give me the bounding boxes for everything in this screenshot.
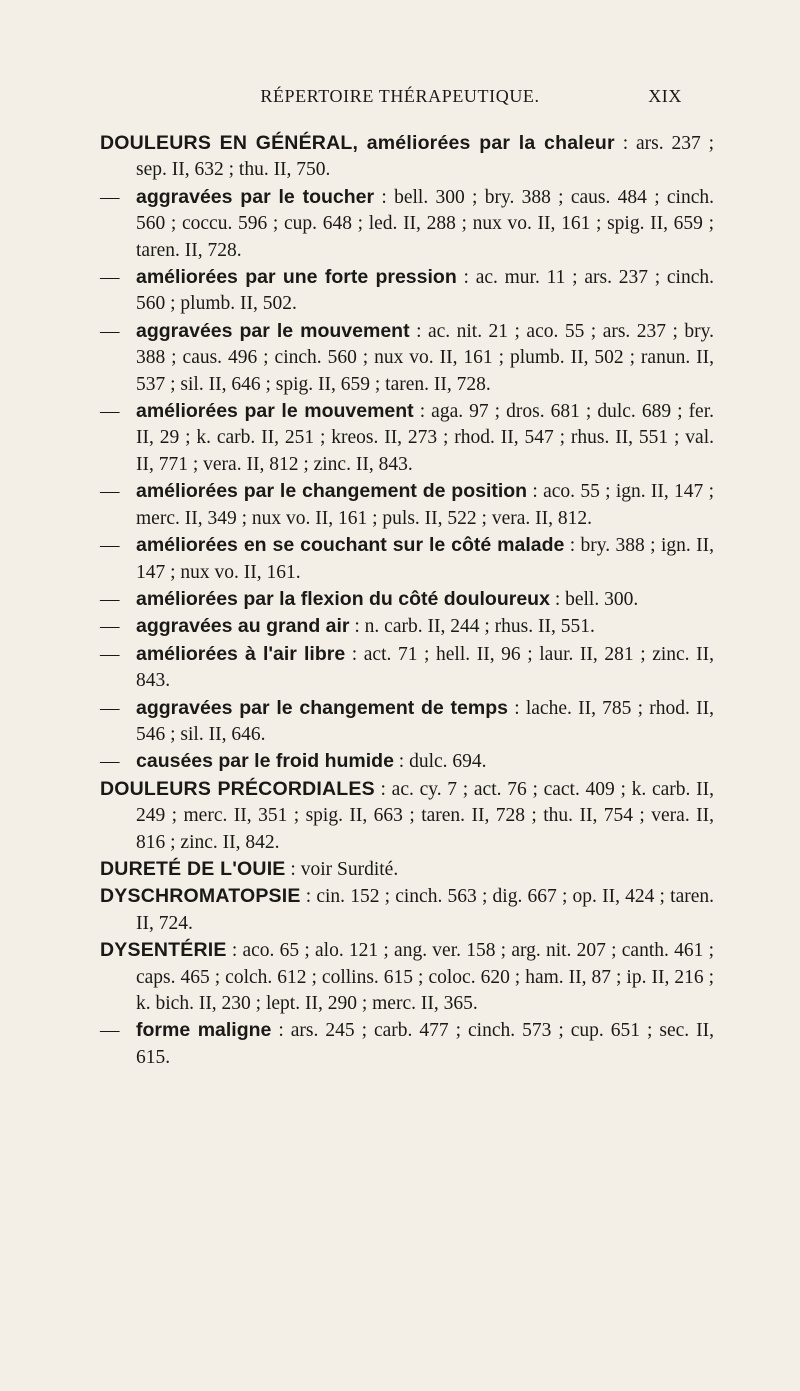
main-entry — [100, 856, 714, 883]
entry-dash: — — [100, 320, 120, 342]
entry-remedies: : n. carb. II, 244 ; rhus. II, 551. — [349, 616, 595, 638]
entry-remedies: : bry. 388 ; ign. II, 147 ; nux vo. II, 161. — [136, 535, 714, 583]
main-entry — [100, 937, 714, 1017]
entry-heading: aggravées par le mouvement — [136, 319, 410, 342]
entry-heading: améliorées par la flexion du côté douloureux — [136, 587, 550, 610]
main-entry — [100, 130, 714, 184]
entry-dash: — — [100, 751, 120, 773]
sub-entry — [100, 586, 714, 613]
entry-heading: aggravées au grand air — [136, 615, 350, 638]
entry-heading: aggravées par le toucher — [136, 185, 375, 208]
entry-remedies: : bell. 300 ; bry. 388 ; caus. 484 ; cinch. 560 ; coccu. 596 ; cup. 648 ; led. II, 288 ; nux vo. II, 161 ; spig. II, 659 ; taren. II, 728. — [136, 186, 715, 261]
repertory-entries — [100, 130, 714, 1071]
running-title: RÉPERTOIRE THÉRAPEUTIQUE. — [260, 86, 540, 106]
sub-entry — [100, 478, 714, 532]
entry-remedies: : ac. mur. 11 ; ars. 237 ; cinch. 560 ; plumb. II, 502. — [136, 267, 714, 315]
entry-heading: DURETÉ DE L'OUIE — [100, 857, 286, 880]
entry-remedies: : ac. cy. 7 ; act. 76 ; cact. 409 ; k. carb. II, 249 ; merc. II, 351 ; spig. II, 663 ; taren. II, 728 ; thu. II, 754 ; vera. II, 816 ; zinc. II, 842. — [136, 778, 714, 853]
sub-entry — [100, 613, 714, 640]
entry-heading: causées par le froid humide — [136, 750, 394, 773]
entry-dash: — — [100, 401, 120, 423]
entry-heading: DOULEURS PRÉCORDIALES — [100, 777, 375, 800]
running-head — [0, 86, 800, 116]
entry-dash: — — [100, 535, 120, 557]
entry-heading: DYSENTÉRIE — [100, 939, 227, 962]
entry-remedies: : lache. II, 785 ; rhod. II, 546 ; sil. II, 646. — [136, 697, 714, 745]
entry-dash: — — [100, 186, 120, 208]
entry-heading: améliorées à l'air libre — [136, 642, 346, 665]
entry-remedies: : bell. 300. — [549, 588, 639, 610]
entry-remedies: : act. 71 ; hell. II, 96 ; laur. II, 281 ; zinc. II, 843. — [136, 643, 714, 692]
entry-heading: améliorées par une forte pression — [136, 266, 457, 289]
entry-heading: améliorées par le changement de position — [136, 480, 528, 503]
entry-heading: améliorées par le mouvement — [136, 400, 414, 423]
entry-heading: aggravées par le changement de temps — [136, 696, 508, 719]
sub-entry — [100, 1017, 714, 1071]
sub-entry — [100, 695, 714, 749]
entry-remedies: : cin. 152 ; cinch. 563 ; dig. 667 ; op. II, 424 ; taren. II, 724. — [136, 886, 714, 934]
page-number: XIX — [648, 86, 682, 106]
main-entry — [100, 883, 714, 937]
entry-remedies: : aco. 65 ; alo. 121 ; ang. ver. 158 ; arg. nit. 207 ; canth. 461 ; caps. 465 ; colch. 612 ; collins. 615 ; coloc. 620 ; ham. II, 87 ; ip. II, 216 ; k. bich. II, 230 ; lept. II, 290 ; merc. II, 365. — [136, 940, 714, 1014]
sub-entry — [100, 532, 714, 586]
entry-dash: — — [100, 1020, 120, 1042]
sub-entry — [100, 264, 714, 318]
entry-heading: forme maligne — [136, 1019, 272, 1042]
entry-dash: — — [100, 643, 120, 665]
sub-entry — [100, 748, 714, 775]
entry-remedies: : ars. 245 ; carb. 477 ; cinch. 573 ; cup. 651 ; sec. II, 615. — [136, 1020, 714, 1068]
entry-dash: — — [100, 616, 120, 638]
entry-remedies: : voir Surdité. — [285, 858, 399, 880]
entry-remedies: : ars. 237 ; sep. II, 632 ; thu. II, 750. — [136, 133, 715, 181]
sub-entry — [100, 641, 714, 695]
main-entry — [100, 776, 714, 856]
entry-dash: — — [100, 267, 120, 289]
entry-heading: DYSCHROMATOPSIE — [100, 885, 301, 908]
entry-remedies: : aga. 97 ; dros. 681 ; dulc. 689 ; fer. II, 29 ; k. carb. II, 251 ; kreos. II, 273 ; rhod. II, 547 ; rhus. II, 551 ; val. II, 771 ; vera. II, 812 ; zinc. II, 843. — [136, 401, 715, 475]
entry-dash: — — [100, 481, 120, 503]
sub-entry — [100, 398, 714, 478]
entry-heading: DOULEURS EN GÉNÉRAL, améliorées par la chaleur — [100, 132, 615, 154]
sub-entry — [100, 184, 714, 264]
entry-dash: — — [100, 588, 120, 610]
entry-remedies: : aco. 55 ; ign. II, 147 ; merc. II, 349 ; nux vo. II, 161 ; puls. II, 522 ; vera. II, 812. — [136, 481, 715, 529]
entry-heading: améliorées en se couchant sur le côté malade — [136, 534, 565, 557]
sub-entry — [100, 318, 714, 398]
entry-dash: — — [100, 697, 120, 719]
entry-remedies: : dulc. 694. — [393, 751, 487, 773]
entry-remedies: : ac. nit. 21 ; aco. 55 ; ars. 237 ; bry. 388 ; caus. 496 ; cinch. 560 ; nux vo. II, 161 ; plumb. II, 502 ; ranun. II, 537 ; sil. II, 646 ; spig. II, 659 ; taren. II, 728. — [136, 320, 714, 395]
